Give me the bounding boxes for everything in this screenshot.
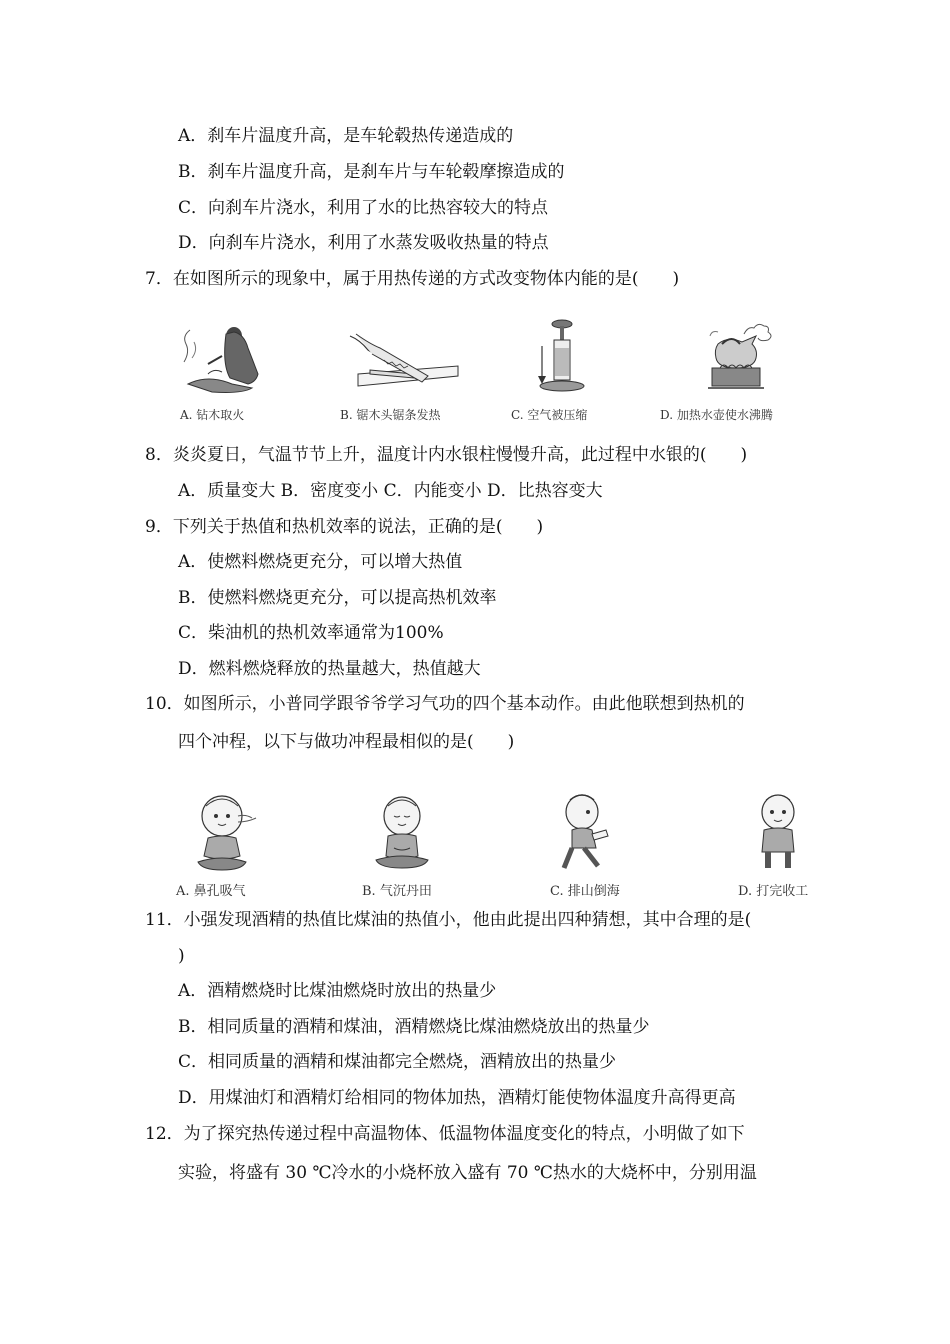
q11-stem-line1: 11．小强发现酒精的热值比煤油的热值小，他由此提出四种猜想，其中合理的是(	[145, 910, 752, 930]
q10-figure-a-inhale	[192, 792, 264, 872]
q10-stem-line2: 四个冲程，以下与做功冲程最相似的是( )	[178, 732, 515, 752]
q10-figure-b-meditate	[370, 794, 434, 872]
q10-figure-c-push	[558, 792, 614, 872]
q10-figure-d-finish	[752, 792, 804, 872]
q7-figure-c-air-compression	[528, 318, 588, 394]
q9-stem: 9．下列关于热值和热机效率的说法，正确的是( )	[145, 517, 544, 537]
q7-figure-b-saw-wood	[340, 330, 462, 390]
q9-option-a: A．使燃料燃烧更充分，可以增大热值	[178, 552, 463, 572]
q11-option-a: A．酒精燃烧时比煤油燃烧时放出的热量少	[178, 981, 497, 1001]
q7-caption-d: D. 加热水壶使水沸腾	[660, 408, 773, 422]
q11-option-b: B．相同质量的酒精和煤油，酒精燃烧比煤油燃烧放出的热量少	[178, 1017, 650, 1037]
q9-option-b: B．使燃料燃烧更充分，可以提高热机效率	[178, 588, 497, 608]
q10-caption-b: B. 气沉丹田	[362, 884, 432, 899]
q10-caption-c: C. 排山倒海	[550, 884, 620, 899]
q9-option-c: C．柴油机的热机效率通常为100%	[178, 623, 444, 643]
q7-stem: 7．在如图所示的现象中，属于用热传递的方式改变物体内能的是( )	[145, 269, 680, 289]
q6-option-b: B．刹车片温度升高，是刹车片与车轮毂摩擦造成的	[178, 162, 565, 182]
q7-caption-b: B. 锯木头锯条发热	[340, 408, 441, 422]
q9-option-d: D．燃料燃烧释放的热量越大，热值越大	[178, 659, 481, 679]
q7-figure-a-drill-fire	[178, 322, 270, 394]
q10-caption-d: D. 打完收工	[738, 884, 809, 899]
q11-option-d: D．用煤油灯和酒精灯给相同的物体加热，酒精灯能使物体温度升高得更高	[178, 1088, 736, 1108]
q12-stem-line1: 12．为了探究热传递过程中高温物体、低温物体温度变化的特点，小明做了如下	[145, 1124, 745, 1144]
q12-stem-line2: 实验，将盛有 30 ℃冷水的小烧杯放入盛有 70 ℃热水的大烧杯中，分别用温	[178, 1163, 757, 1183]
q7-caption-a: A. 钻木取火	[180, 408, 245, 422]
q11-option-c: C．相同质量的酒精和煤油都完全燃烧，酒精放出的热量少	[178, 1052, 617, 1072]
q8-stem: 8．炎炎夏日，气温节节上升，温度计内水银柱慢慢升高，此过程中水银的( )	[145, 445, 748, 465]
q7-figure-d-kettle-boiling	[700, 318, 772, 394]
q6-option-c: C．向刹车片浇水，利用了水的比热容较大的特点	[178, 198, 549, 218]
q10-stem-line1: 10．如图所示，小普同学跟爷爷学习气功的四个基本动作。由此他联想到热机的	[145, 694, 745, 714]
q6-option-d: D．向刹车片浇水，利用了水蒸发吸收热量的特点	[178, 233, 549, 253]
q11-stem-line2: )	[178, 946, 185, 966]
q7-caption-c: C. 空气被压缩	[511, 408, 588, 422]
q8-options: A．质量变大 B．密度变小 C．内能变小 D．比热容变大	[178, 481, 603, 501]
q10-caption-a: A. 鼻孔吸气	[176, 884, 246, 899]
q6-option-a: A．刹车片温度升高，是车轮毂热传递造成的	[178, 126, 514, 146]
